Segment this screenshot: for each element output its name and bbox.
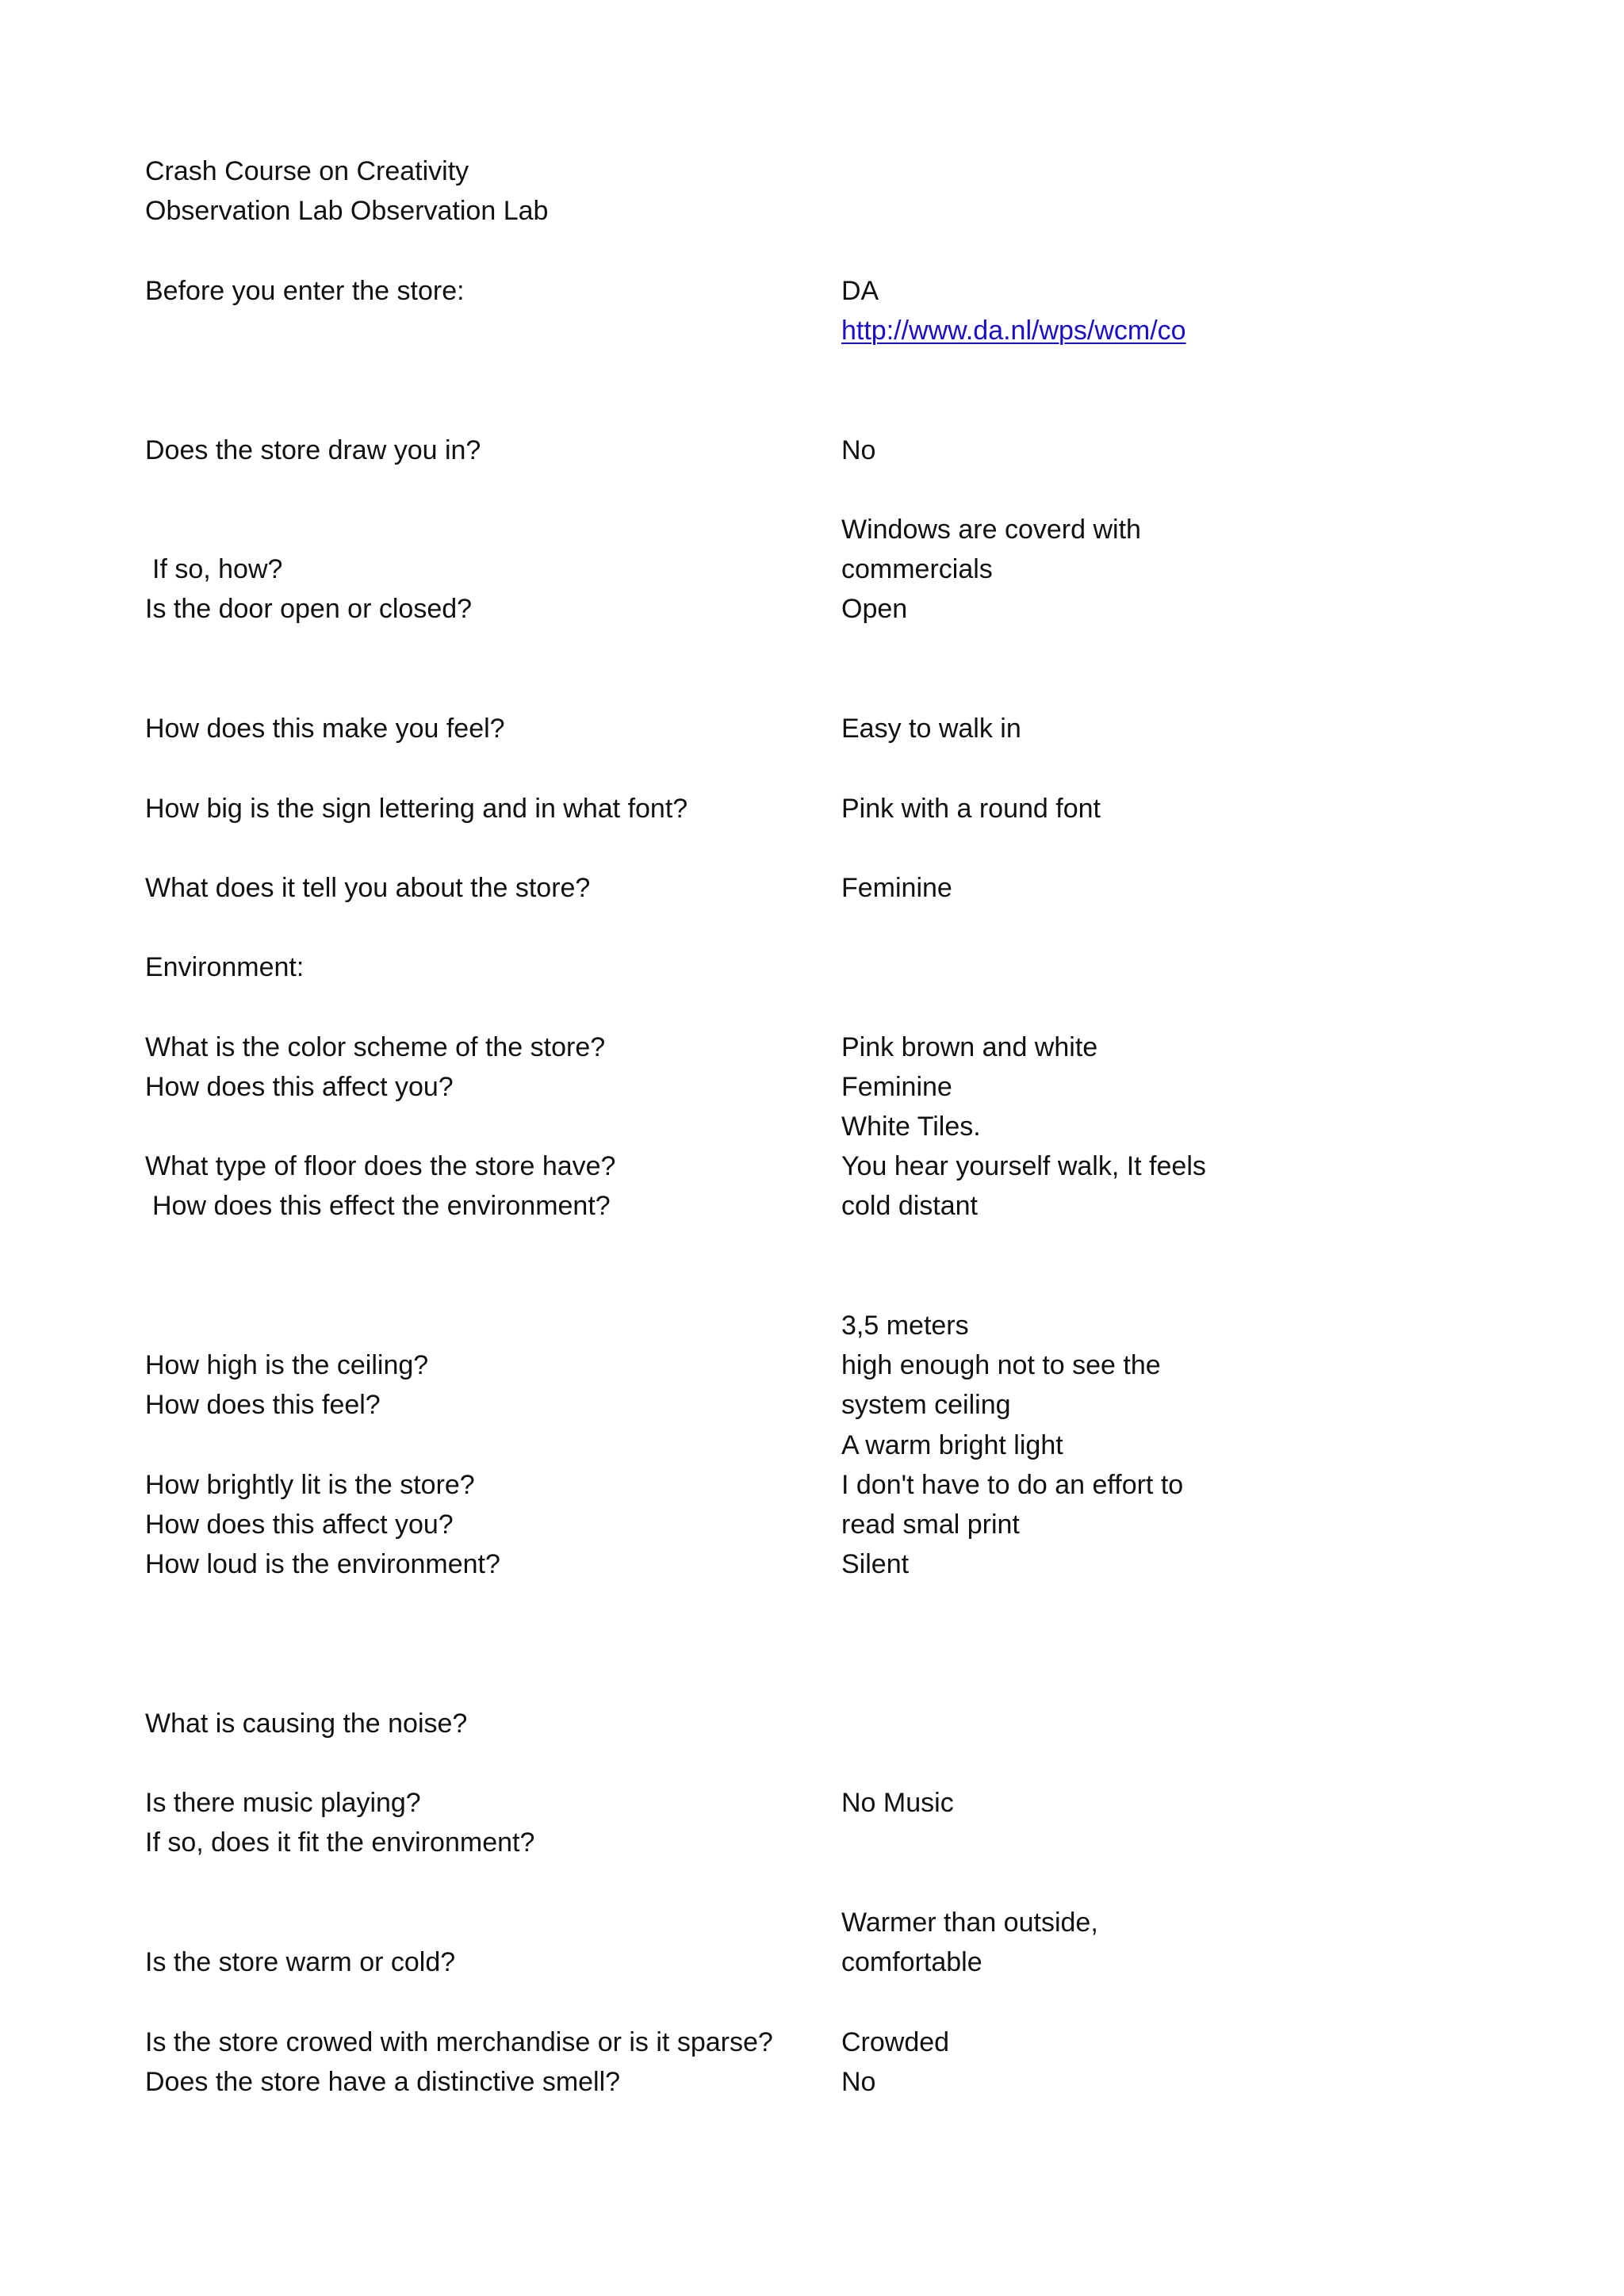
answer-ceiling-feel-line-1: high enough not to see the [841,1350,1161,1380]
question-affect-2: How does this affect you? [145,1510,454,1540]
answer-floor-effect-line-1: You hear yourself walk, It feels [841,1151,1206,1181]
question-ceiling-feel: How does this feel? [145,1390,381,1420]
document-subtitle: Observation Lab Observation Lab [145,196,549,226]
store-url-link[interactable]: http://www.da.nl/wps/wcm/co [841,316,1186,346]
answer-door: Open [841,594,908,624]
answer-feel: Easy to walk in [841,714,1021,744]
answer-affect-1: Feminine [841,1072,952,1102]
answer-affect-2-line-1: I don't have to do an effort to [841,1470,1184,1500]
answer-warm-line-1: Warmer than outside, [841,1908,1098,1938]
question-draw-in: Does the store draw you in? [145,435,481,465]
question-music-fit: If so, does it fit the environment? [145,1827,535,1858]
answer-floor: White Tiles. [841,1112,981,1142]
store-url-row [841,311,1396,350]
answer-ceiling: 3,5 meters [841,1311,969,1341]
answer-color-scheme: Pink brown and white [841,1032,1098,1062]
question-smell: Does the store have a distinctive smell? [145,2067,621,2097]
answer-lit: A warm bright light [841,1430,1063,1460]
question-affect-1: How does this affect you? [145,1072,454,1102]
answer-crowded: Crowded [841,2027,950,2057]
answer-warm-line-2: comfortable [841,1947,982,1977]
section-environment: Environment: [145,952,304,982]
question-warm: Is the store warm or cold? [145,1947,456,1977]
question-music: Is there music playing? [145,1788,421,1818]
answer-how-line-1: Windows are coverd with [841,515,1141,545]
answer-smell: No [841,2067,876,2097]
question-lit: How brightly lit is the store? [145,1470,475,1500]
question-ceiling: How high is the ceiling? [145,1350,429,1380]
question-floor: What type of floor does the store have? [145,1151,616,1181]
store-name: DA [841,276,879,306]
document-title: Crash Course on Creativity [145,156,469,186]
question-door: Is the door open or closed? [145,594,473,624]
question-tells: What does it tell you about the store? [145,873,591,903]
answer-loud: Silent [841,1549,910,1579]
question-crowded: Is the store crowed with merchandise or is it sparse? [145,2027,773,2057]
intro-prompt: Before you enter the store: [145,276,465,306]
answer-tells: Feminine [841,873,952,903]
answer-floor-effect-line-2: cold distant [841,1191,978,1221]
question-floor-effect: How does this effect the environment? [152,1191,611,1221]
question-noise: What is causing the noise? [145,1709,468,1739]
question-loud: How loud is the environment? [145,1549,500,1579]
question-if-so-how: If so, how? [152,554,283,584]
answer-how-line-2: commercials [841,554,993,584]
answer-sign: Pink with a round font [841,794,1101,824]
question-color-scheme: What is the color scheme of the store? [145,1032,606,1062]
answer-draw-in: No [841,435,876,465]
answer-music: No Music [841,1788,954,1818]
answer-ceiling-feel-line-2: system ceiling [841,1390,1011,1420]
answer-affect-2-line-2: read smal print [841,1510,1020,1540]
question-sign: How big is the sign lettering and in what font? [145,794,688,824]
question-feel: How does this make you feel? [145,714,505,744]
